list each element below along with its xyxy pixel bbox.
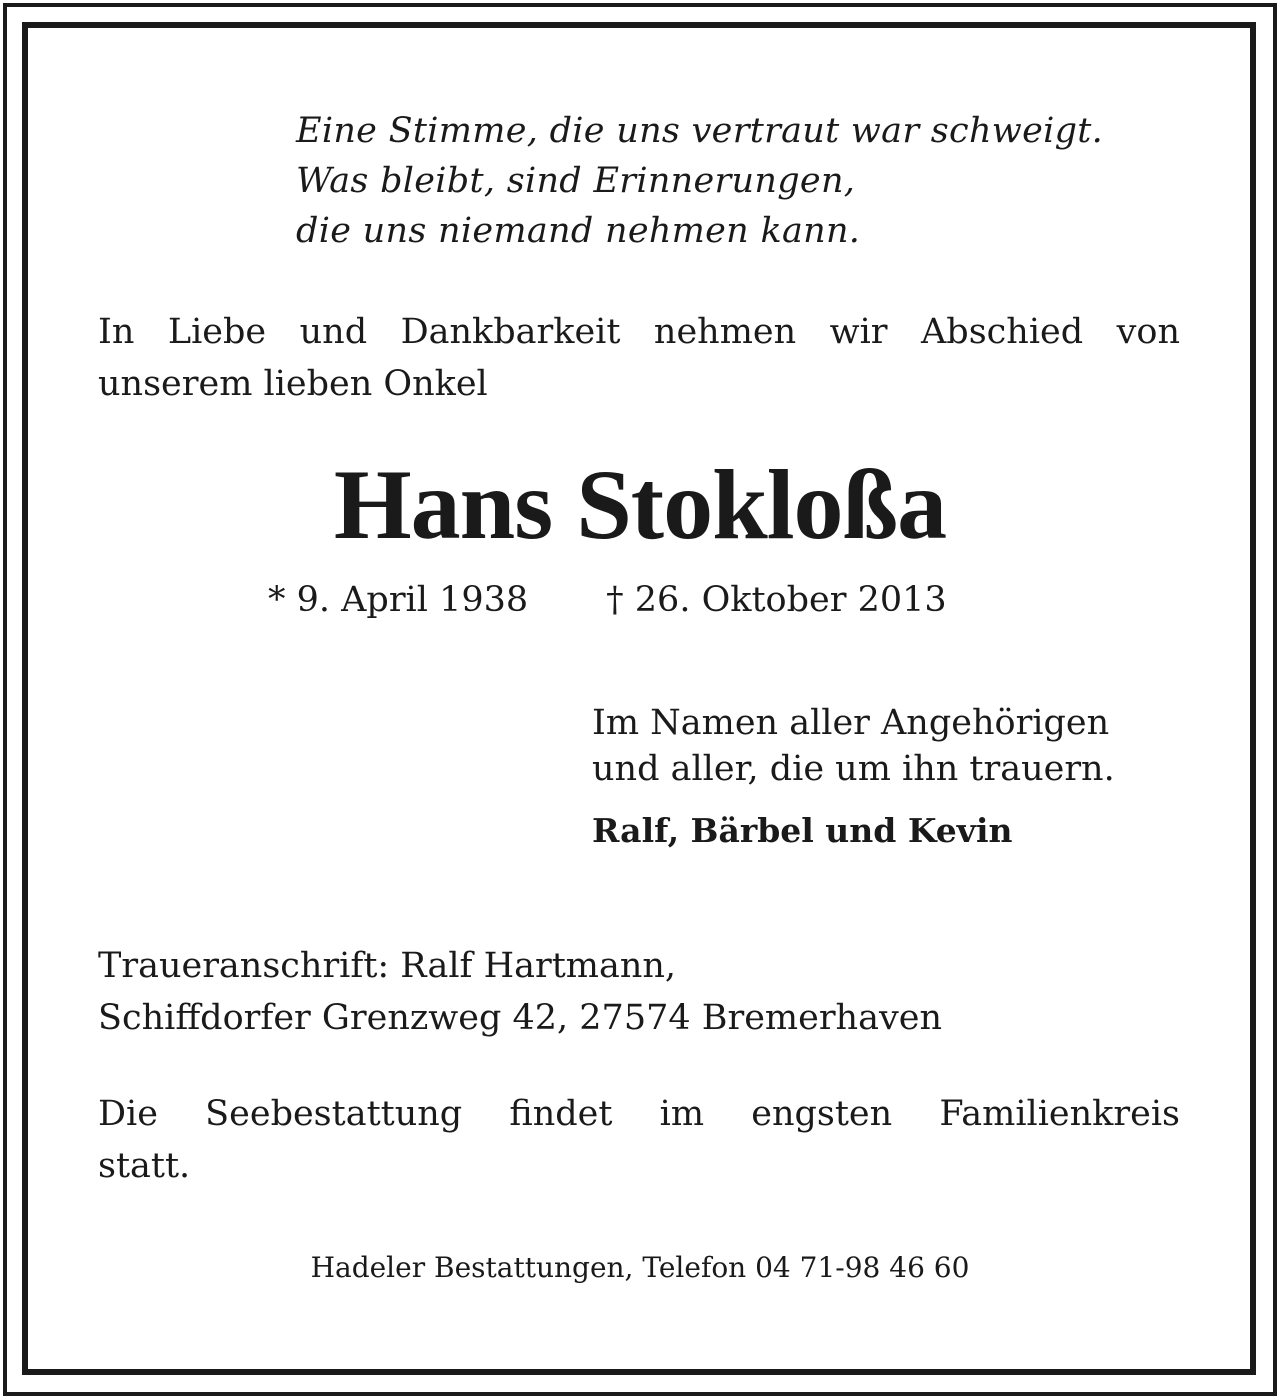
family-statement [592,700,1115,792]
verse-line-3: die uns niemand nehmen kann. [296,211,861,251]
address-line-1: Traueranschrift: Ralf Hartmann, [98,946,677,986]
burial-notice [98,1088,1180,1192]
intro-text [98,306,1180,410]
burial-line-1: Die Seebestattung findet im engsten Familienkreis [98,1094,1180,1134]
verse [296,106,1103,256]
family-line-2: und aller, die um ihn trauern. [592,749,1115,789]
signers: Ralf, Bärbel und Kevin [592,811,1013,850]
address-line-2: Schiffdorfer Grenzweg 42, 27574 Bremerhaven [98,998,942,1038]
verse-line-1: Eine Stimme, die uns vertraut war schweigt. [296,111,1104,151]
funeral-home-footer: Hadeler Bestattungen, Telefon 04 71-98 46 60 [310,1251,970,1284]
verse-line-2: Was bleibt, sind Erinnerungen, [296,161,856,201]
deceased-name: Hans Stokloßa [333,449,947,560]
birth-date: * 9. April 1938 [268,580,529,620]
intro-line-1: In Liebe und Dankbarkeit nehmen wir Abschied von [98,312,1180,352]
burial-line-2: statt. [98,1146,191,1186]
family-line-1: Im Namen aller Angehörigen [592,703,1110,743]
intro-line-2: unserem lieben Onkel [98,364,488,404]
life-dates [268,576,947,624]
death-date: † 26. Oktober 2013 [606,580,947,620]
mourning-address [98,940,942,1044]
